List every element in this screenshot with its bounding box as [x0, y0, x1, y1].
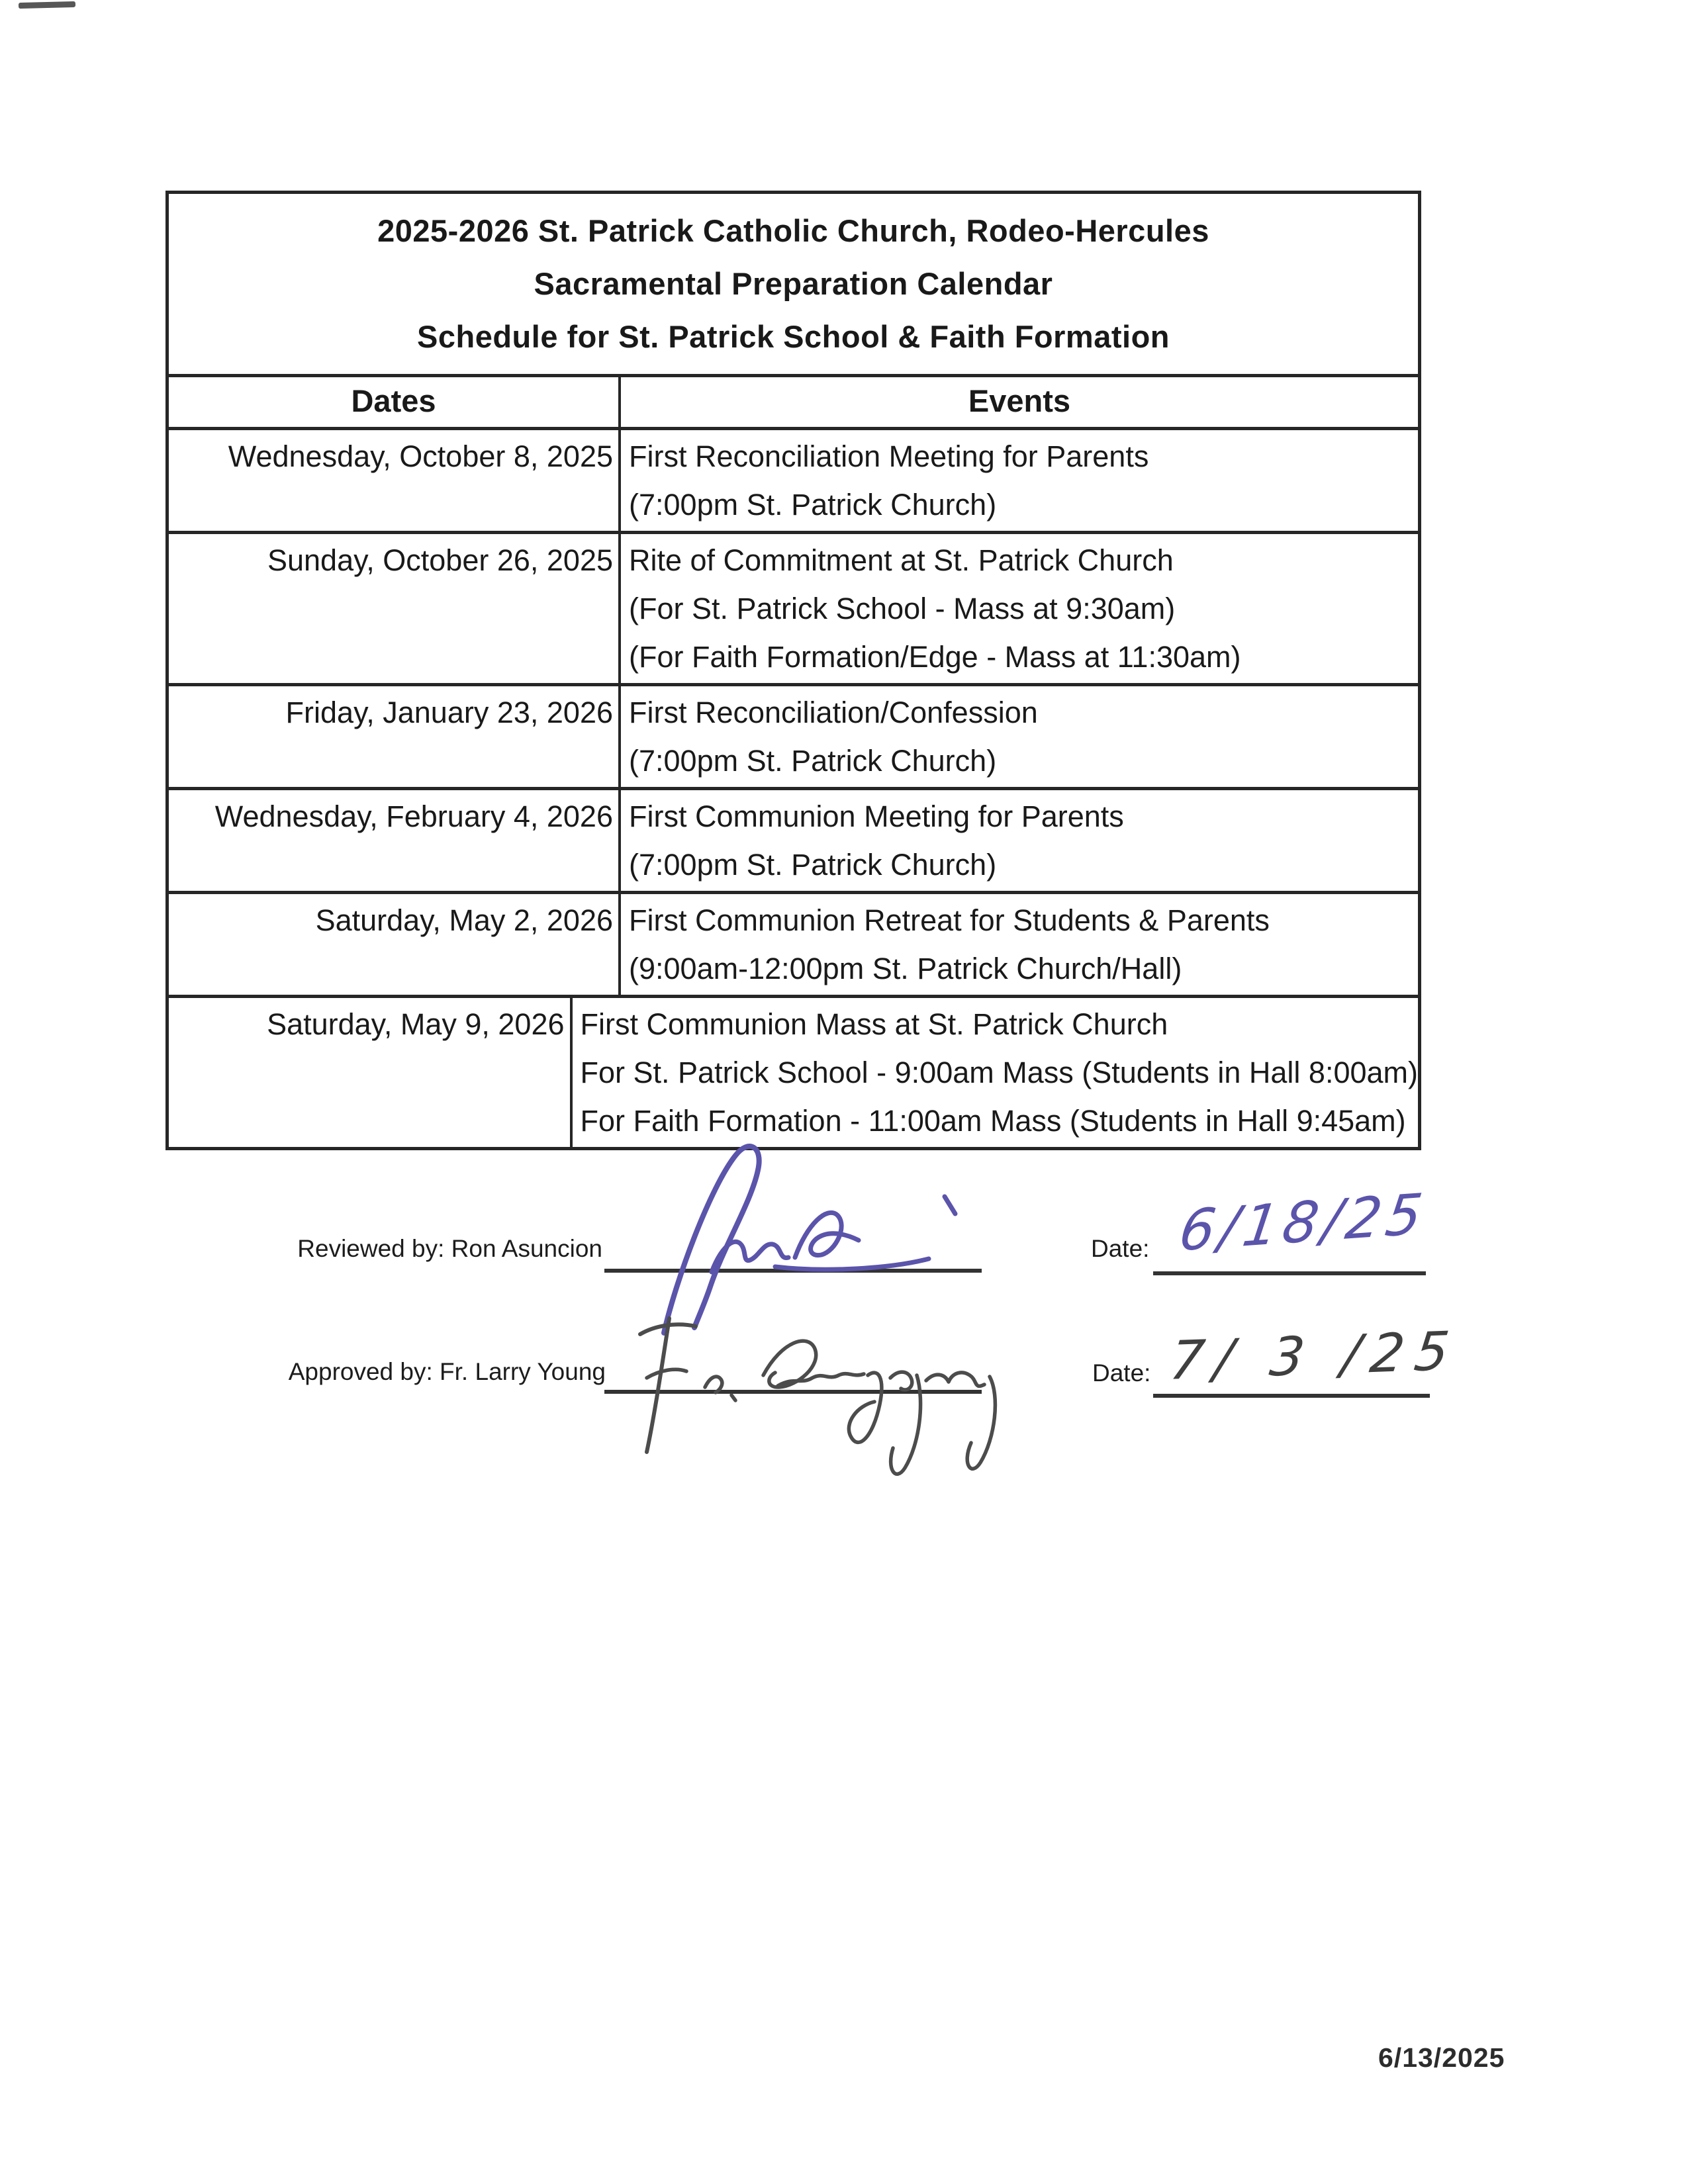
- approved-by-label: Approved by: Fr. Larry Young: [288, 1358, 606, 1385]
- row-events: [621, 790, 1418, 891]
- table-header-row: [169, 377, 1418, 430]
- scan-artifact-corner: [19, 1, 75, 9]
- title-line-3: Schedule for St. Patrick School & Faith Formation: [417, 319, 1170, 354]
- row-date: Saturday, May 2, 2026: [169, 894, 621, 995]
- row-date: Friday, January 23, 2026: [169, 686, 621, 787]
- footer-print-date: 6/13/2025: [1378, 2042, 1505, 2073]
- event-line: (7:00pm St. Patrick Church): [629, 744, 997, 778]
- event-line: (7:00pm St. Patrick Church): [629, 848, 997, 882]
- row-date: Sunday, October 26, 2025: [169, 534, 621, 683]
- approved-date-handwritten: 7/ 3 /25: [1166, 1320, 1463, 1392]
- table-row: [169, 790, 1418, 894]
- table-row: [169, 534, 1418, 686]
- table-row: [169, 686, 1418, 790]
- column-header-events: Events: [968, 383, 1071, 418]
- approved-signature-line: [604, 1390, 982, 1394]
- reviewed-date-handwritten: 6/18/25: [1175, 1181, 1431, 1264]
- event-line: First Reconciliation/Confession: [629, 696, 1038, 729]
- event-line: (7:00pm St. Patrick Church): [629, 488, 997, 522]
- approved-date-label: Date:: [1092, 1359, 1151, 1387]
- document-title-block: [169, 194, 1418, 377]
- row-events: [621, 894, 1418, 995]
- title-line-2: Sacramental Preparation Calendar: [534, 266, 1053, 301]
- row-date: Wednesday, February 4, 2026: [169, 790, 621, 891]
- event-line: Rite of Commitment at St. Patrick Church: [629, 543, 1174, 577]
- event-line: For St. Patrick School - 9:00am Mass (Students in Hall 8:00am): [580, 1056, 1418, 1089]
- approved-signature-ink-icon: [606, 1309, 1043, 1501]
- column-header-dates: Dates: [169, 377, 621, 427]
- row-events: [573, 998, 1419, 1147]
- event-line: (9:00am-12:00pm St. Patrick Church/Hall): [629, 952, 1182, 985]
- reviewed-signature-ink-icon: [612, 1140, 983, 1345]
- row-date: Wednesday, October 8, 2025: [169, 430, 621, 531]
- event-line: (For St. Patrick School - Mass at 9:30am): [629, 592, 1176, 625]
- event-line: (For Faith Formation/Edge - Mass at 11:30am): [629, 640, 1241, 674]
- row-events: [621, 534, 1418, 683]
- event-line: First Communion Meeting for Parents: [629, 799, 1124, 833]
- reviewed-date-label: Date:: [1091, 1235, 1150, 1262]
- event-line: First Communion Retreat for Students & Parents: [629, 903, 1270, 937]
- reviewed-by-label: Reviewed by: Ron Asuncion: [297, 1235, 602, 1262]
- title-line-1: 2025-2026 St. Patrick Catholic Church, Rodeo-Hercules: [377, 213, 1209, 248]
- table-row: [169, 998, 1418, 1147]
- event-line: First Communion Mass at St. Patrick Church: [580, 1007, 1168, 1041]
- event-line: For Faith Formation - 11:00am Mass (Students in Hall 9:45am): [580, 1104, 1406, 1138]
- calendar-table: [165, 191, 1421, 1150]
- row-events: [621, 430, 1418, 531]
- reviewed-signature-line: [604, 1269, 982, 1273]
- approved-date-line: [1153, 1394, 1430, 1398]
- event-line: First Reconciliation Meeting for Parents: [629, 439, 1149, 473]
- row-date: Saturday, May 9, 2026: [169, 998, 573, 1147]
- table-row: [169, 430, 1418, 534]
- reviewed-date-line: [1153, 1271, 1426, 1275]
- row-events: [621, 686, 1418, 787]
- table-row: [169, 894, 1418, 998]
